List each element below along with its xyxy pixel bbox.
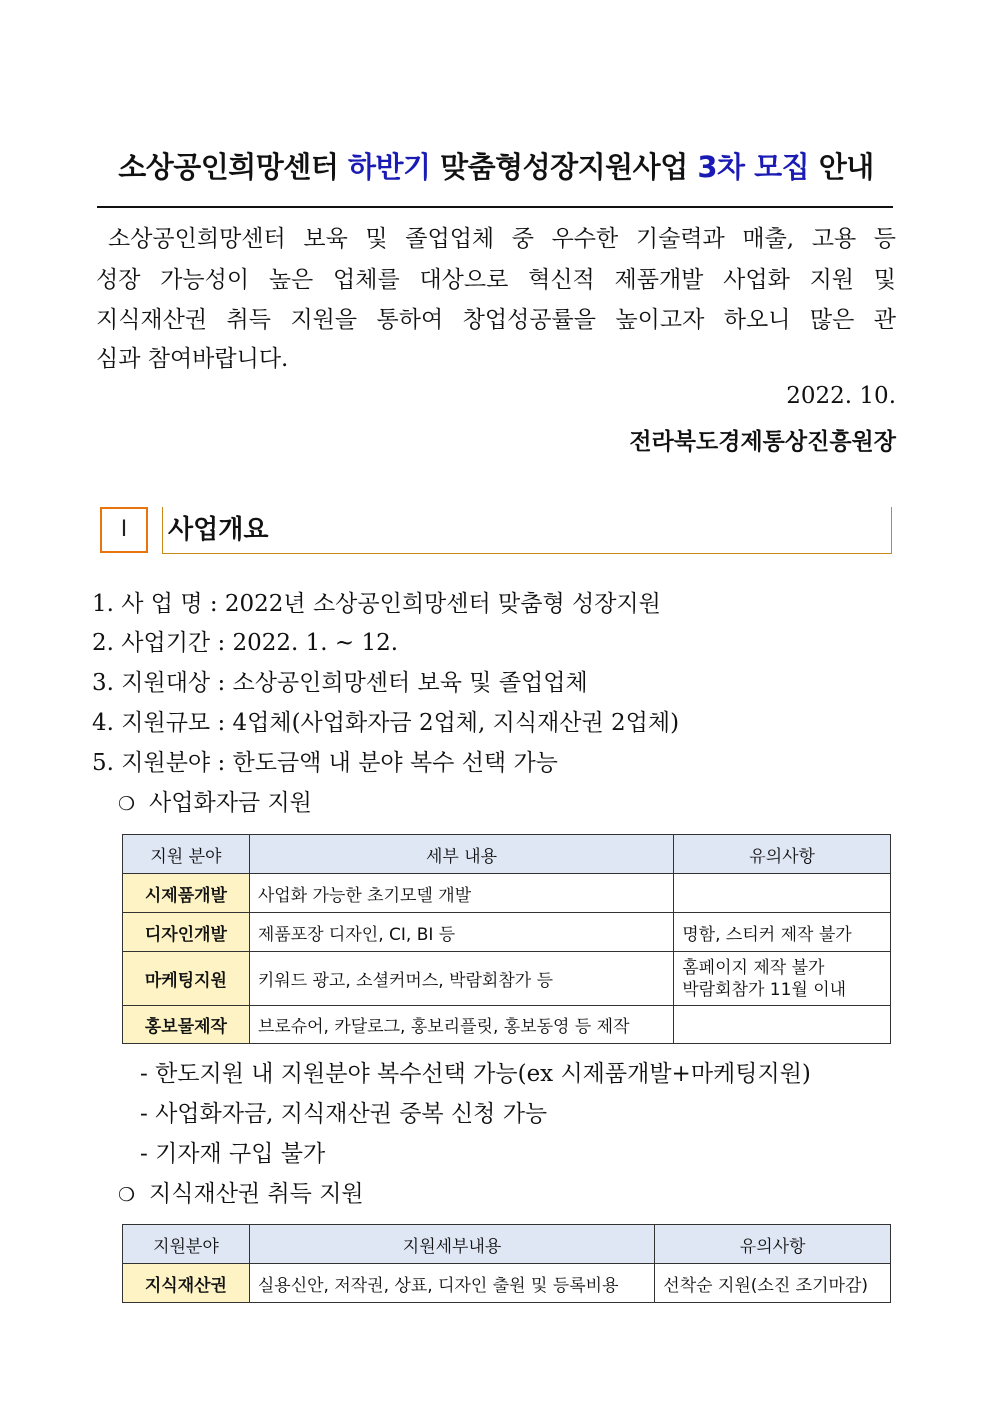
funding-note-1: - 한도지원 내 지원분야 복수선택 가능(ex 시제품개발+마케팅지원): [140, 1061, 811, 1087]
circle-bullet-icon: ❍: [118, 1184, 136, 1206]
notes-cell: [674, 952, 891, 1006]
detail-cell: 키워드 광고, 소셜커머스, 박람회참가 등: [249, 952, 673, 1006]
ip-heading: ❍ 지식재산권 취득 지원: [118, 1181, 364, 1207]
table-header-row: [123, 1225, 891, 1264]
page-title: 소상공인희망센터 하반기 맞춤형성장지원사업 3차 모집 안내: [118, 150, 874, 184]
table-row: [123, 1006, 891, 1044]
overview-item-period: 2. 사업기간 : 2022. 1. ~ 12.: [92, 630, 399, 656]
header-notes: 유의사항: [655, 1225, 891, 1264]
ip-table: [122, 1224, 891, 1303]
category-cell: 지식재산권: [123, 1264, 250, 1303]
notes-cell: [674, 874, 891, 913]
header-notes: 유의사항: [674, 835, 891, 874]
detail-cell: 브로슈어, 카달로그, 홍보리플릿, 홍보동영 등 제작: [249, 1006, 673, 1044]
notice-date: 2022. 10.: [786, 383, 896, 409]
overview-item-scale: 4. 지원규모 : 4업체(사업화자금 2업체, 지식재산권 2업체): [92, 710, 680, 736]
category-cell: 마케팅지원: [123, 952, 250, 1006]
table-row: [123, 913, 891, 952]
header-field: 지원분야: [123, 1225, 250, 1264]
intro-line-1: 소상공인희망센터 보육 및 졸업업체 중 우수한 기술력과 매출, 고용 등: [108, 226, 896, 252]
category-cell: 시제품개발: [123, 874, 250, 913]
section-number-box: Ⅰ: [100, 507, 148, 553]
category-cell: 홍보물제작: [123, 1006, 250, 1044]
section-title: 사업개요: [168, 515, 269, 545]
overview-item-name: 1. 사 업 명 : 2022년 소상공인희망센터 맞춤형 성장지원: [92, 591, 661, 617]
intro-line-3: 지식재산권 취득 지원을 통하여 창업성공률을 높이고자 하오니 많은 관: [96, 307, 896, 333]
funding-heading: ❍ 사업화자금 지원: [118, 790, 312, 816]
title-highlight-half: 하반기: [347, 150, 431, 184]
notes-cell: 선착순 지원(소진 조기마감): [655, 1264, 891, 1303]
title-highlight-round: 3차 모집: [697, 150, 810, 184]
table-row: [123, 874, 891, 913]
circle-bullet-icon: ❍: [118, 793, 136, 815]
notes-cell: 명함, 스티커 제작 불가: [674, 913, 891, 952]
table-row: [123, 1264, 891, 1303]
overview-item-field: 5. 지원분야 : 한도금액 내 분야 복수 선택 가능: [92, 750, 558, 776]
detail-cell: 사업화 가능한 초기모델 개발: [249, 874, 673, 913]
header-detail: 세부 내용: [249, 835, 673, 874]
header-field: 지원 분야: [123, 835, 250, 874]
notes-cell: [674, 1006, 891, 1044]
funding-note-3: - 기자재 구입 불가: [140, 1141, 326, 1167]
title-divider: [97, 206, 893, 208]
header-detail: 지원세부내용: [249, 1225, 654, 1264]
intro-line-4: 심과 참여바랍니다.: [96, 346, 289, 372]
note-line: 홈페이지 제작 불가: [682, 957, 825, 978]
overview-item-target: 3. 지원대상 : 소상공인희망센터 보육 및 졸업업체: [92, 670, 588, 696]
table-row: [123, 952, 891, 1006]
intro-line-2: 성장 가능성이 높은 업체를 대상으로 혁신적 제품개발 사업화 지원 및: [96, 267, 896, 293]
category-cell: 디자인개발: [123, 913, 250, 952]
table-header-row: [123, 835, 891, 874]
funding-table: [122, 834, 891, 1044]
issuing-organization: 전라북도경제통상진흥원장: [629, 429, 896, 455]
section-title-frame: [162, 507, 892, 554]
funding-note-2: - 사업화자금, 지식재산권 중복 신청 가능: [140, 1101, 548, 1127]
detail-cell: 제품포장 디자인, CI, BI 등: [249, 913, 673, 952]
detail-cell: 실용신안, 저작권, 상표, 디자인 출원 및 등록비용: [249, 1264, 654, 1303]
note-line: 박람회참가 11월 이내: [682, 979, 847, 1000]
